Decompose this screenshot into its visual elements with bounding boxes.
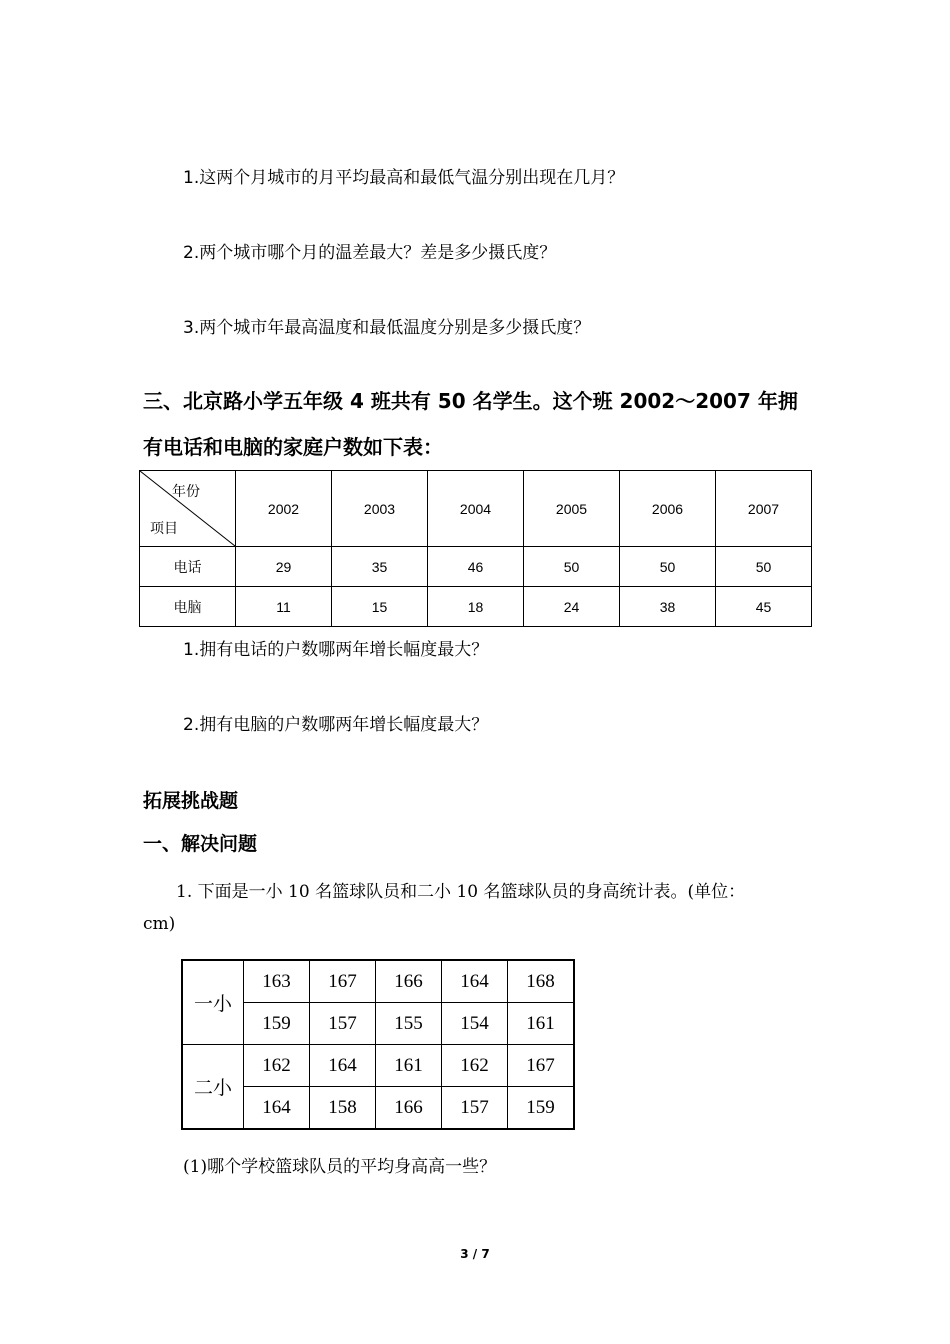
table-cell: 46 [428, 547, 524, 587]
table-row [140, 547, 812, 587]
table-cell: 161 [508, 1003, 575, 1045]
corner-year-label: 年份 [172, 483, 200, 499]
table-cell: 164 [244, 1087, 310, 1130]
table-cell: 11 [236, 587, 332, 627]
height-table [181, 959, 575, 1130]
table-cell: 50 [620, 547, 716, 587]
extension-subtitle: 一、解决问题 [143, 833, 258, 855]
table-cell: 157 [442, 1087, 508, 1130]
table-cell: 24 [524, 587, 620, 627]
problem-text-line2: cm) [143, 914, 176, 934]
table-cell: 167 [508, 1045, 575, 1087]
table-row [140, 587, 812, 627]
section3-question-2: 2.拥有电脑的户数哪两年增长幅度最大？ [183, 715, 489, 735]
table-cell: 38 [620, 587, 716, 627]
table-cell: 35 [332, 547, 428, 587]
table-cell: 50 [524, 547, 620, 587]
corner-cell [140, 471, 236, 547]
table-cell: 18 [428, 587, 524, 627]
table-cell: 161 [376, 1045, 442, 1087]
row-label: 电话 [140, 547, 236, 587]
question-1: 1.这两个月城市的月平均最高和最低气温分别出现在几月？ [183, 168, 625, 188]
group-label: 二小 [182, 1045, 244, 1130]
household-table [139, 470, 812, 627]
year-header: 2006 [620, 471, 716, 547]
question-3: 3.两个城市年最高温度和最低温度分别是多少摄氏度？ [183, 318, 591, 338]
table-row [182, 1045, 574, 1087]
year-header: 2005 [524, 471, 620, 547]
year-header: 2003 [332, 471, 428, 547]
table-row [182, 960, 574, 1003]
page-number: 3 / 7 [460, 1247, 490, 1261]
table-cell: 166 [376, 1087, 442, 1130]
table-cell: 168 [508, 960, 575, 1003]
table-cell: 154 [442, 1003, 508, 1045]
table-cell: 162 [442, 1045, 508, 1087]
table-cell: 164 [310, 1045, 376, 1087]
table-cell: 29 [236, 547, 332, 587]
table-cell: 166 [376, 960, 442, 1003]
table-cell: 15 [332, 587, 428, 627]
table-cell: 155 [376, 1003, 442, 1045]
table-cell: 159 [244, 1003, 310, 1045]
extension-title: 拓展挑战题 [143, 790, 239, 812]
table-cell: 159 [508, 1087, 575, 1130]
group-label: 一小 [182, 960, 244, 1045]
section3-question-1: 1.拥有电话的户数哪两年增长幅度最大？ [183, 640, 489, 660]
section3-heading-line1: 三、北京路小学五年级 4 班共有 50 名学生。这个班 2002～2007 年拥 [143, 389, 798, 413]
year-header: 2007 [716, 471, 812, 547]
sub-question-1: (1)哪个学校篮球队员的平均身高高一些？ [183, 1157, 497, 1177]
table-cell: 158 [310, 1087, 376, 1130]
year-header: 2004 [428, 471, 524, 547]
corner-item-label: 项目 [150, 520, 178, 536]
table-cell: 164 [442, 960, 508, 1003]
question-2: 2.两个城市哪个月的温差最大？差是多少摄氏度？ [183, 243, 557, 263]
section3-heading-line2: 有电话和电脑的家庭户数如下表： [143, 435, 443, 459]
row-label: 电脑 [140, 587, 236, 627]
problem-text-line1: 1. 下面是一小 10 名篮球队员和二小 10 名篮球队员的身高统计表。(单位： [176, 882, 746, 902]
table-cell: 157 [310, 1003, 376, 1045]
table-cell: 162 [244, 1045, 310, 1087]
table-cell: 167 [310, 960, 376, 1003]
table-cell: 163 [244, 960, 310, 1003]
year-header: 2002 [236, 471, 332, 547]
table-cell: 50 [716, 547, 812, 587]
table-cell: 45 [716, 587, 812, 627]
